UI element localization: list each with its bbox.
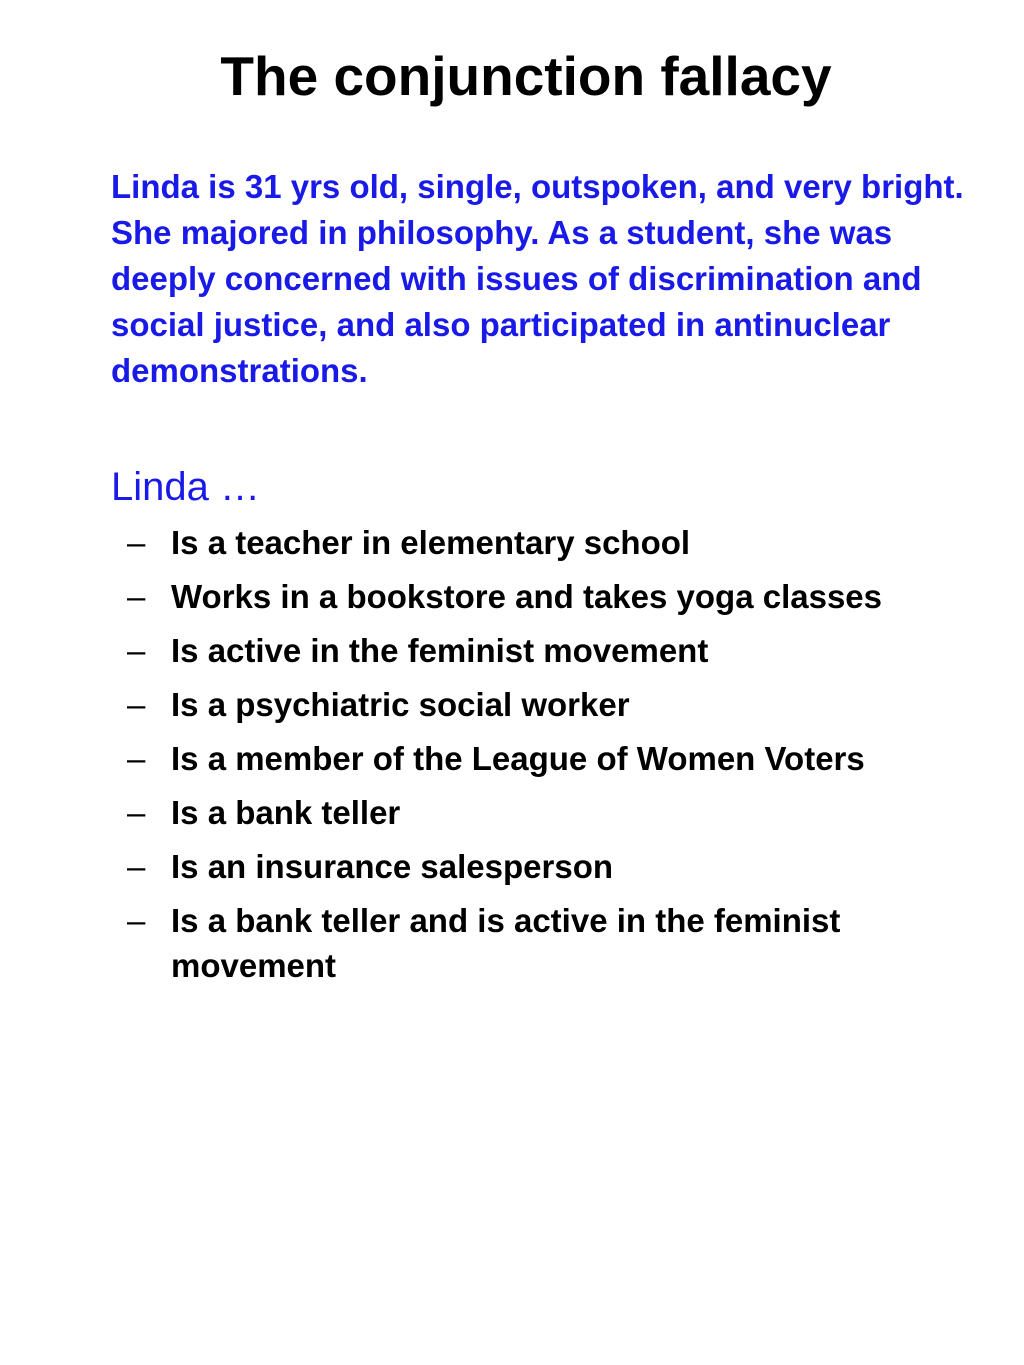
list-item — [0, 790, 1024, 835]
option-text: Is a teacher in elementary school — [171, 524, 691, 561]
scenario-text: Linda is 31 yrs old, single, outspoken, and very bright. She majored in philosophy. As a student, she was deeply concerned with issues of discrimination and social justice, and also participated in antinuclear demonstrations. — [111, 168, 964, 389]
option-text: Is a psychiatric social worker — [171, 686, 630, 723]
dash-marker: – — [127, 578, 146, 615]
dash-marker: – — [127, 902, 146, 939]
dash-marker: – — [127, 848, 146, 885]
list-item — [0, 844, 1024, 889]
option-text: Is a member of the League of Women Voters — [171, 740, 865, 777]
options-list — [0, 520, 1024, 997]
dash-marker: – — [127, 794, 146, 831]
option-text: Is a bank teller — [171, 794, 401, 831]
dash-marker: – — [127, 740, 146, 777]
list-item — [0, 574, 1024, 619]
option-text: Is a bank teller and is active in the feminist movement — [171, 902, 841, 984]
subject-heading: Linda … — [111, 465, 260, 509]
list-item — [0, 628, 1024, 673]
option-text: Is active in the feminist movement — [171, 632, 709, 669]
slide-title: The conjunction fallacy — [220, 45, 832, 107]
dash-marker: – — [127, 632, 146, 669]
list-item — [0, 682, 1024, 727]
list-item — [0, 898, 1024, 988]
dash-marker: – — [127, 524, 146, 561]
list-item — [0, 520, 1024, 565]
option-text: Works in a bookstore and takes yoga classes — [171, 578, 883, 615]
option-text: Is an insurance salesperson — [171, 848, 614, 885]
dash-marker: – — [127, 686, 146, 723]
list-item — [0, 736, 1024, 781]
